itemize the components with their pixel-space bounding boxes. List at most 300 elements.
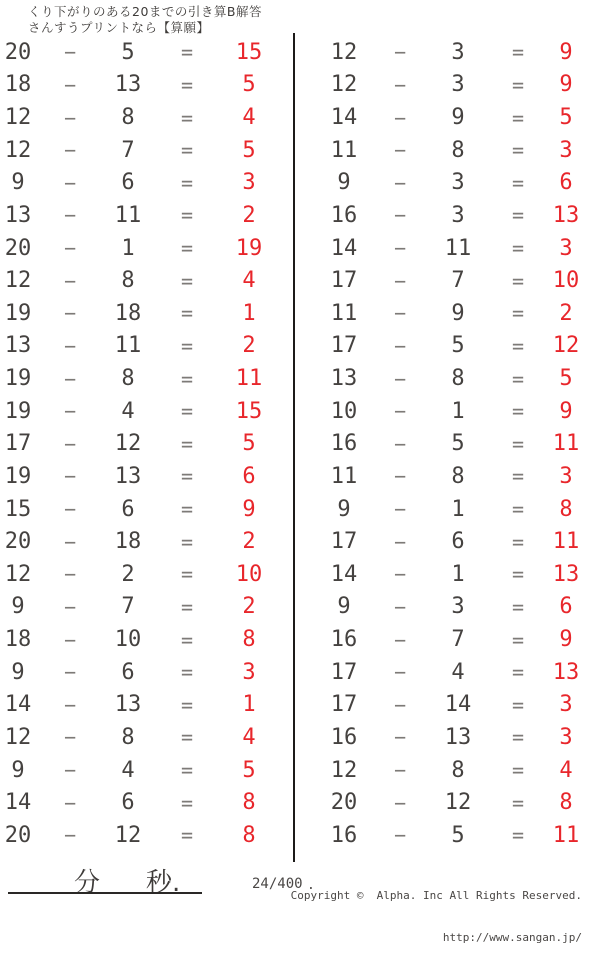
equals-sign: = [511,399,525,424]
answer: 13 [552,202,580,228]
minuend: 17 [330,529,358,555]
subtrahend: 2 [121,561,135,587]
equals-sign: = [180,823,194,848]
equals-sign: = [511,333,525,358]
equals-sign: = [511,790,525,815]
equals-sign: = [511,72,525,97]
subtrahend: 8 [451,757,465,783]
equals-sign: = [180,627,194,652]
problem-row [300,232,600,265]
equals-sign: = [511,725,525,750]
problem-row [300,69,600,102]
minus-sign: − [63,758,77,783]
equals-sign: = [511,301,525,326]
subtrahend: 4 [121,757,135,783]
subtrahend: 3 [451,39,465,65]
problem-row [0,591,292,624]
minuend: 12 [4,105,32,131]
minus-sign: − [393,366,407,391]
minuend: 18 [4,627,32,653]
minuend: 19 [4,366,32,392]
equals-sign: = [511,138,525,163]
problem-row [0,101,292,134]
subtrahend: 3 [451,594,465,620]
minus-sign: − [393,464,407,489]
answer: 3 [242,170,256,196]
subtrahend: 8 [121,724,135,750]
subtrahend: 8 [121,366,135,392]
answer: 13 [552,561,580,587]
subtrahend: 7 [121,594,135,620]
equals-sign: = [180,399,194,424]
minus-sign: − [63,431,77,456]
minus-sign: − [393,236,407,261]
problem-row [0,689,292,722]
subtrahend: 6 [451,529,465,555]
minus-sign: − [393,301,407,326]
answer: 9 [559,398,573,424]
problem-row [0,330,292,363]
minuend: 17 [330,268,358,294]
minuend: 9 [11,170,25,196]
subtrahend: 6 [121,496,135,522]
answer: 1 [242,692,256,718]
answer: 6 [559,170,573,196]
minuend: 12 [330,39,358,65]
column-divider-rule [293,33,295,862]
answer: 2 [242,529,256,555]
footer-dot: . [307,878,315,893]
equals-sign: = [180,497,194,522]
minus-sign: − [63,725,77,750]
problem-row [0,819,292,852]
minus-sign: − [393,333,407,358]
problem-row [0,199,292,232]
subtrahend: 11 [114,333,142,359]
minus-sign: − [63,497,77,522]
copyright-line1: Copyright © Alpha. Inc All Rights Reserved. [290,889,582,902]
minuend: 12 [4,137,32,163]
problem-row [300,395,600,428]
minus-sign: − [63,594,77,619]
equals-sign: = [180,790,194,815]
subtrahend: 7 [121,137,135,163]
subtrahend: 5 [451,431,465,457]
problem-row [0,36,292,69]
answer: 9 [559,627,573,653]
equals-sign: = [511,529,525,554]
minuend: 14 [330,105,358,131]
answer: 3 [559,692,573,718]
subtrahend: 9 [451,105,465,131]
equals-sign: = [511,823,525,848]
page-number: 24/400 [252,876,303,892]
minuend: 16 [330,202,358,228]
equals-sign: = [180,758,194,783]
subtrahend: 7 [451,627,465,653]
minus-sign: − [393,268,407,293]
minuend: 13 [4,333,32,359]
minuend: 17 [4,431,32,457]
minus-sign: − [393,138,407,163]
answer: 3 [559,724,573,750]
minus-sign: − [63,333,77,358]
answer: 11 [552,529,580,555]
equals-sign: = [180,366,194,391]
answer: 5 [559,105,573,131]
problem-row [300,591,600,624]
problem-row [0,460,292,493]
problem-row [0,754,292,787]
subtrahend: 13 [114,463,142,489]
subtrahend: 1 [451,496,465,522]
problem-row [0,134,292,167]
minuend: 9 [11,594,25,620]
minuend: 19 [4,300,32,326]
worksheet-title: くり下がりのある20までの引き算B解答 [28,4,262,19]
problem-row [300,134,600,167]
subtrahend: 5 [451,333,465,359]
equals-sign: = [180,72,194,97]
answer: 4 [242,105,256,131]
equals-sign: = [180,529,194,554]
problem-row [300,36,600,69]
answer: 2 [242,202,256,228]
subtrahend: 12 [114,431,142,457]
problem-row [300,264,600,297]
equals-sign: = [511,562,525,587]
minutes-label: 分 [74,868,101,898]
minuend: 9 [11,659,25,685]
answer: 5 [242,431,256,457]
answer: 9 [559,39,573,65]
problem-row [300,623,600,656]
problem-column-left [0,36,292,852]
equals-sign: = [180,431,194,456]
answer: 1 [242,300,256,326]
subtrahend: 14 [444,692,472,718]
problem-row [0,721,292,754]
problem-row [300,167,600,200]
subtrahend: 8 [451,137,465,163]
minuend: 14 [4,692,32,718]
subtrahend: 7 [451,268,465,294]
minus-sign: − [63,203,77,228]
answer: 8 [559,496,573,522]
subtrahend: 3 [451,202,465,228]
minus-sign: − [63,529,77,554]
equals-sign: = [511,660,525,685]
minuend: 17 [330,659,358,685]
equals-sign: = [180,692,194,717]
minus-sign: − [393,105,407,130]
minus-sign: − [393,823,407,848]
problem-row [0,167,292,200]
equals-sign: = [511,170,525,195]
problem-row [300,362,600,395]
minus-sign: − [393,72,407,97]
answer: 5 [242,137,256,163]
problem-row [0,395,292,428]
equals-sign: = [511,431,525,456]
minus-sign: − [393,660,407,685]
minuend: 14 [330,235,358,261]
equals-sign: = [511,692,525,717]
problem-row [0,558,292,591]
minus-sign: − [63,268,77,293]
minuend: 20 [330,790,358,816]
minus-sign: − [63,366,77,391]
minuend: 14 [4,790,32,816]
problem-row [0,428,292,461]
minus-sign: − [63,236,77,261]
subtrahend: 4 [451,659,465,685]
problem-row [300,460,600,493]
problem-row [300,101,600,134]
problem-row [300,786,600,819]
equals-sign: = [511,203,525,228]
problem-row [300,199,600,232]
answer: 5 [242,72,256,98]
minuend: 20 [4,235,32,261]
minuend: 10 [330,398,358,424]
problem-row [0,525,292,558]
answer: 8 [242,790,256,816]
minus-sign: − [63,170,77,195]
problem-row [0,623,292,656]
minus-sign: − [63,790,77,815]
subtrahend: 8 [451,463,465,489]
minuend: 14 [330,561,358,587]
minus-sign: − [63,627,77,652]
subtrahend: 8 [121,268,135,294]
problem-row [0,232,292,265]
subtrahend: 5 [121,39,135,65]
minus-sign: − [393,790,407,815]
subtrahend: 12 [114,822,142,848]
minus-sign: − [63,692,77,717]
problem-row [300,721,600,754]
subtrahend: 5 [451,822,465,848]
minuend: 12 [330,72,358,98]
minus-sign: − [393,529,407,554]
time-entry-underline [8,892,202,894]
subtrahend: 6 [121,790,135,816]
subtrahend: 1 [451,561,465,587]
answer: 3 [559,137,573,163]
problem-row [300,297,600,330]
minuend: 20 [4,39,32,65]
minus-sign: − [393,692,407,717]
subtrahend: 1 [121,235,135,261]
subtrahend: 13 [444,724,472,750]
equals-sign: = [511,236,525,261]
subtrahend: 3 [451,170,465,196]
answer: 8 [242,822,256,848]
minus-sign: − [393,497,407,522]
answer: 12 [552,333,580,359]
problem-row [300,330,600,363]
answer: 2 [559,300,573,326]
minus-sign: − [63,562,77,587]
subtrahend: 4 [121,398,135,424]
seconds-label: 秒. [146,868,181,898]
minus-sign: − [63,823,77,848]
equals-sign: = [180,660,194,685]
subtrahend: 18 [114,529,142,555]
minus-sign: − [63,399,77,424]
answer: 5 [559,366,573,392]
equals-sign: = [180,464,194,489]
problem-row [300,754,600,787]
problem-row [300,558,600,591]
problem-row [0,69,292,102]
equals-sign: = [180,594,194,619]
answer: 5 [242,757,256,783]
answer: 3 [242,659,256,685]
equals-sign: = [511,464,525,489]
minuend: 11 [330,300,358,326]
equals-sign: = [180,170,194,195]
minuend: 12 [330,757,358,783]
equals-sign: = [180,203,194,228]
subtrahend: 3 [451,72,465,98]
equals-sign: = [511,497,525,522]
minus-sign: − [393,203,407,228]
subtrahend: 6 [121,659,135,685]
minuend: 20 [4,529,32,555]
answer: 4 [559,757,573,783]
minuend: 12 [4,724,32,750]
equals-sign: = [180,40,194,65]
copyright-notice [291,861,582,973]
minuend: 16 [330,724,358,750]
minus-sign: − [393,399,407,424]
minuend: 16 [330,627,358,653]
problem-row [0,297,292,330]
minuend: 9 [11,757,25,783]
subtrahend: 12 [444,790,472,816]
answer: 10 [235,561,263,587]
worksheet-subtitle: さんすうプリントなら【算願】 [28,19,210,35]
answer: 10 [552,268,580,294]
minuend: 19 [4,463,32,489]
minuend: 9 [337,170,351,196]
problem-row [0,493,292,526]
equals-sign: = [511,627,525,652]
subtrahend: 8 [121,105,135,131]
worksheet-header [28,4,262,35]
minus-sign: − [63,72,77,97]
problem-row [300,493,600,526]
minuend: 20 [4,822,32,848]
problem-column-right [300,36,600,852]
subtrahend: 13 [114,692,142,718]
minuend: 11 [330,463,358,489]
answer: 15 [235,39,263,65]
subtrahend: 11 [444,235,472,261]
answer: 4 [242,268,256,294]
minuend: 9 [337,496,351,522]
answer: 2 [242,333,256,359]
equals-sign: = [511,40,525,65]
minus-sign: − [393,562,407,587]
answer: 6 [242,463,256,489]
subtrahend: 18 [114,300,142,326]
minus-sign: − [393,431,407,456]
minus-sign: − [63,40,77,65]
subtrahend: 11 [114,202,142,228]
answer: 4 [242,724,256,750]
subtrahend: 1 [451,398,465,424]
minuend: 11 [330,137,358,163]
minuend: 16 [330,822,358,848]
minus-sign: − [393,40,407,65]
problem-row [300,525,600,558]
answer: 15 [235,398,263,424]
subtrahend: 10 [114,627,142,653]
minuend: 16 [330,431,358,457]
equals-sign: = [511,594,525,619]
answer: 8 [242,627,256,653]
equals-sign: = [511,366,525,391]
subtrahend: 9 [451,300,465,326]
minuend: 13 [330,366,358,392]
minus-sign: − [63,301,77,326]
answer: 8 [559,790,573,816]
answer: 13 [552,659,580,685]
equals-sign: = [180,268,194,293]
answer: 11 [235,366,263,392]
problem-row [0,786,292,819]
equals-sign: = [511,758,525,783]
minuend: 13 [4,202,32,228]
minuend: 9 [337,594,351,620]
answer: 2 [242,594,256,620]
minus-sign: − [63,138,77,163]
equals-sign: = [511,268,525,293]
equals-sign: = [180,138,194,163]
minuend: 17 [330,333,358,359]
minuend: 15 [4,496,32,522]
problem-row [0,264,292,297]
equals-sign: = [180,236,194,261]
minuend: 12 [4,561,32,587]
minus-sign: − [393,170,407,195]
problem-row [300,689,600,722]
answer: 11 [552,822,580,848]
subtrahend: 13 [114,72,142,98]
minus-sign: − [63,464,77,489]
minuend: 12 [4,268,32,294]
minuend: 18 [4,72,32,98]
problem-row [0,362,292,395]
subtrahend: 6 [121,170,135,196]
minus-sign: − [63,660,77,685]
minus-sign: − [393,758,407,783]
minus-sign: − [393,627,407,652]
equals-sign: = [180,562,194,587]
minuend: 19 [4,398,32,424]
answer: 9 [559,72,573,98]
answer: 19 [235,235,263,261]
answer: 9 [242,496,256,522]
problem-row [300,656,600,689]
minus-sign: − [393,725,407,750]
copyright-line2: http://www.sangan.jp/ [442,931,582,944]
answer: 6 [559,594,573,620]
answer: 3 [559,463,573,489]
